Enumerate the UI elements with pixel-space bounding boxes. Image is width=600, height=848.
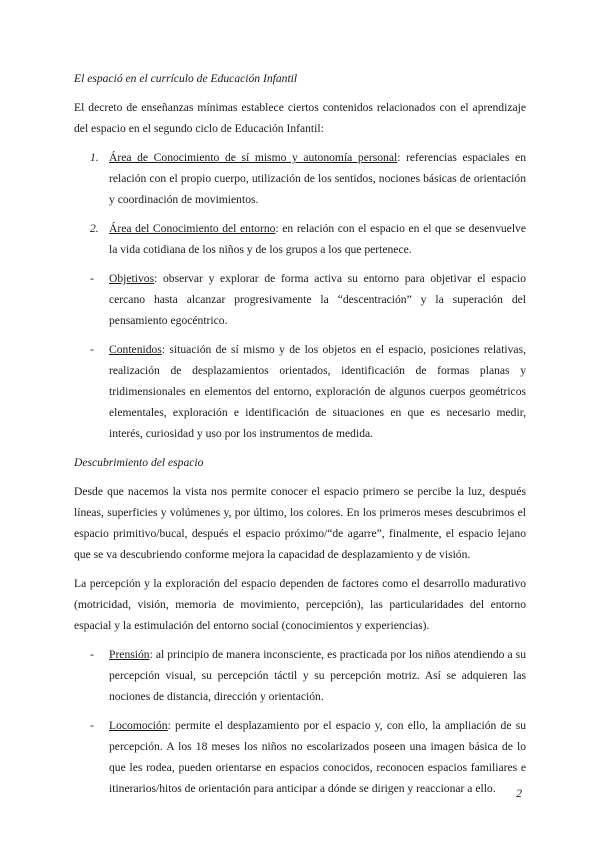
list-item (74, 218, 526, 260)
term-underlined: Locomoción (109, 719, 168, 732)
item-text: : permite el desplazamiento por el espacio y, con ello, la ampliación de su percepción. A los 18 meses los niños no escolarizados poseen una imagen básica de lo que les rodea, pueden orientarse en espacios conocidos, reconocen espacios familiares e itinerarios/hitos de orientación para anticipar a dónde se dirigen y reaccionar a ello. (109, 719, 526, 795)
item-text: : en relación con el espacio en el que se desenvuelve la vida cotidiana de los niños y de los grupos a los que pertenece. (109, 222, 526, 256)
list-item (74, 147, 526, 210)
numbered-list (74, 147, 526, 260)
term-underlined: Prensión (109, 648, 150, 661)
dash-list-discovery (74, 644, 526, 799)
section-heading-discovery: Descubrimiento del espacio (74, 456, 204, 469)
dash-list-curriculum (74, 268, 526, 444)
item-text: : referencias espaciales en relación con el propio cuerpo, utilización de los sentidos, nociones básicas de orientación y coordinación de movimientos. (109, 151, 526, 206)
page-content (74, 68, 526, 807)
list-marker: 1. (90, 151, 99, 164)
term-underlined: Área de Conocimiento de sí mismo y autonomía personal (109, 151, 398, 164)
term-underlined: Objetivos (109, 272, 155, 285)
body-paragraph: Desde que nacemos la vista nos permite conocer el espacio primero se percibe la luz, después líneas, superficies y volúmenes y, por último, los colores. En los primeros meses descubrimos el espacio primitivo/bucal, después el espacio próximo/“de agarre”, finalmente, el espacio lejano que se va descubriendo conforme mejora la capacidad de desplazamiento y de visión. (74, 485, 526, 561)
list-item (74, 339, 526, 444)
list-item (74, 644, 526, 707)
item-text: : observar y explorar de forma activa su entorno para objetivar el espacio cercano hasta alcanzar progresivamente la “descentración” y la superación del pensamiento egocéntrico. (109, 272, 526, 327)
item-text: : al principio de manera inconsciente, es practicada por los niños atendiendo a su percepción visual, su percepción táctil y su percepción motriz. Así se adquieren las nociones de distancia, dirección y orientación. (109, 648, 526, 703)
list-marker: - (90, 272, 94, 285)
term-underlined: Área del Conocimiento del entorno (109, 222, 276, 235)
list-item (74, 715, 526, 799)
body-paragraph: La percepción y la exploración del espacio dependen de factores como el desarrollo madurativo (motricidad, visión, memoria de movimiento, percepción), las particularidades del entorno espacial y la estimulación del entorno social (conocimientos y experiencias). (74, 577, 526, 632)
intro-paragraph: El decreto de enseñanzas mínimas establece ciertos contenidos relacionados con el aprendizaje del espacio en el segundo ciclo de Educación Infantil: (74, 101, 526, 135)
item-text: : situación de sí mismo y de los objetos en el espacio, posiciones relativas, realización de desplazamientos orientados, identificación de formas planas y tridimensionales en elementos del entorno, exploración de algunos cuerpos geométricos elementales, exploración e identificación de situaciones en que es necesario medir, interés, curiosidad y uso por los instrumentos de medida. (109, 343, 526, 440)
list-marker: 2. (90, 222, 99, 235)
section-heading-curriculum: El espació en el currículo de Educación Infantil (74, 72, 298, 85)
list-marker: - (90, 343, 94, 356)
list-item (74, 268, 526, 331)
term-underlined: Contenidos (109, 343, 162, 356)
page-number: 2 (516, 786, 522, 800)
list-marker: - (90, 719, 94, 732)
list-marker: - (90, 648, 94, 661)
